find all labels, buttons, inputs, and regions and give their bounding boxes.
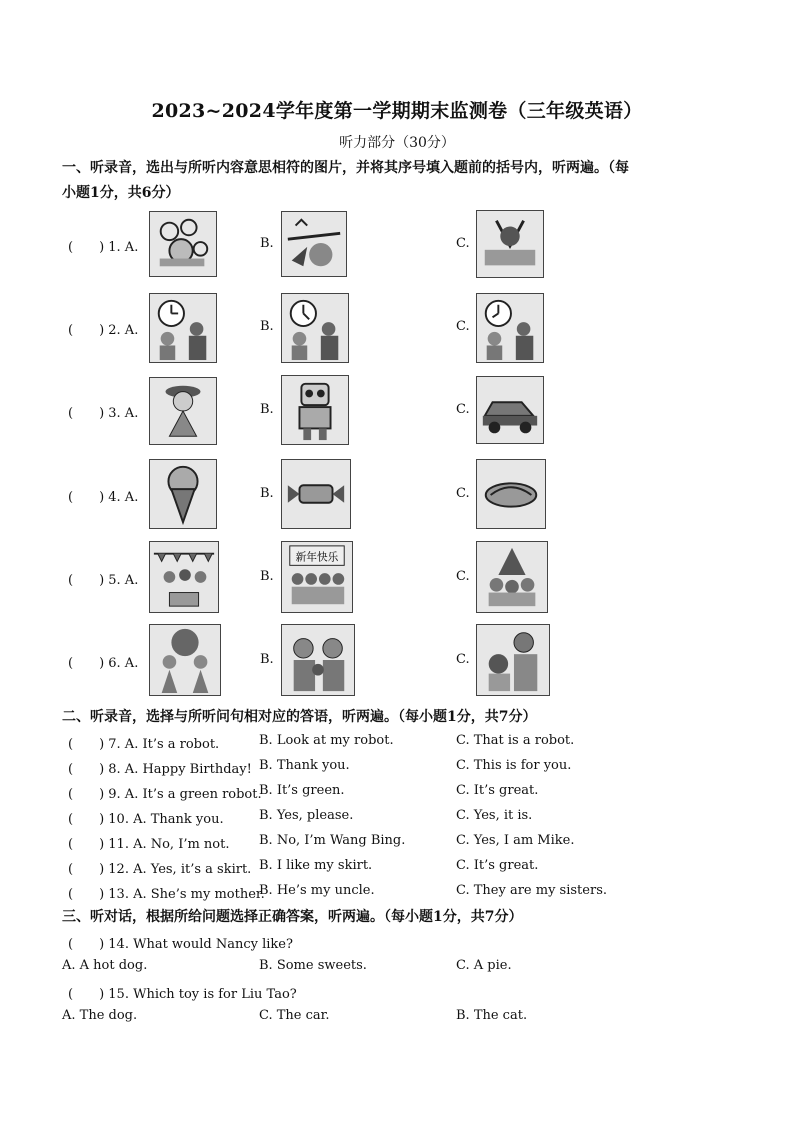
happy-new-year-sign-icon bbox=[476, 210, 544, 278]
clock-people-icon bbox=[281, 293, 349, 363]
question-1-label: ( ) 1. A. bbox=[68, 240, 139, 255]
toy-car-icon bbox=[476, 376, 544, 444]
question-4-option-c-label: C. bbox=[456, 486, 470, 501]
christmas-children-icon bbox=[476, 541, 548, 613]
toys-icon bbox=[149, 211, 217, 277]
new-year-banner-icon bbox=[281, 211, 347, 277]
question-14-stem: ( ) 14. What would Nancy like? bbox=[68, 937, 293, 952]
sweets-icon bbox=[281, 459, 351, 529]
new-year-sign-text: 新年快乐 bbox=[295, 550, 339, 564]
question-7-option-c: C. That is a robot. bbox=[456, 733, 575, 748]
page-subtitle: 听力部分（30分） bbox=[339, 135, 455, 151]
question-5-label: ( ) 5. A. bbox=[68, 573, 139, 588]
question-13-option-b: B. He’s my uncle. bbox=[259, 883, 375, 898]
robot-icon bbox=[281, 375, 349, 445]
question-8-option-a: ( ) 8. A. Happy Birthday! bbox=[68, 762, 252, 777]
new-year-children-icon bbox=[281, 541, 353, 613]
question-12-option-b: B. I like my skirt. bbox=[259, 858, 373, 873]
doll-icon bbox=[149, 377, 217, 445]
question-11-option-c: C. Yes, I am Mike. bbox=[456, 833, 575, 848]
ice-cream-icon bbox=[149, 459, 217, 529]
question-4-label: ( ) 4. A. bbox=[68, 490, 139, 505]
question-10-option-c: C. Yes, it is. bbox=[456, 808, 533, 823]
question-5-option-b-label: B. bbox=[260, 569, 274, 584]
question-2-label: ( ) 2. A. bbox=[68, 323, 139, 338]
page-title: 2023~2024学年度第一学期期末监测卷（三年级英语） bbox=[151, 100, 643, 122]
question-13-option-a: ( ) 13. A. She’s my mother. bbox=[68, 887, 265, 902]
question-15-option-a: A. The dog. bbox=[62, 1008, 138, 1023]
question-6-label: ( ) 6. A. bbox=[68, 656, 139, 671]
question-2-option-b-label: B. bbox=[260, 319, 274, 334]
party-icon bbox=[149, 541, 219, 613]
question-10-option-a: ( ) 10. A. Thank you. bbox=[68, 812, 224, 827]
question-3-option-c-label: C. bbox=[456, 402, 470, 417]
question-12-option-c: C. It’s great. bbox=[456, 858, 539, 873]
section1-heading-line2: 小题1分，共6分） bbox=[62, 185, 180, 201]
question-13-option-c: C. They are my sisters. bbox=[456, 883, 607, 898]
question-6-option-b-label: B. bbox=[260, 652, 274, 667]
woman-child-icon bbox=[476, 624, 550, 696]
question-9-option-c: C. It’s great. bbox=[456, 783, 539, 798]
pie-icon bbox=[476, 459, 546, 529]
two-boys-icon bbox=[281, 624, 355, 696]
section1-heading-line1: 一、听录音，选出与所听内容意思相符的图片，并将其序号填入题前的括号内，听两遍。（每 bbox=[62, 160, 629, 176]
question-15-stem: ( ) 15. Which toy is for Liu Tao? bbox=[68, 987, 297, 1002]
question-11-option-b: B. No, I’m Wang Bing. bbox=[259, 833, 406, 848]
question-3-label: ( ) 3. A. bbox=[68, 406, 139, 421]
question-4-option-b-label: B. bbox=[260, 486, 274, 501]
question-8-option-b: B. Thank you. bbox=[259, 758, 350, 773]
question-8-option-c: C. This is for you. bbox=[456, 758, 572, 773]
clock-people-icon bbox=[149, 293, 217, 363]
two-girls-icon bbox=[149, 624, 221, 696]
question-7-option-b: B. Look at my robot. bbox=[259, 733, 394, 748]
question-14-option-b: B. Some sweets. bbox=[259, 958, 367, 973]
section3-heading: 三、听对话，根据所给问题选择正确答案，听两遍。（每小题1分，共7分） bbox=[62, 909, 523, 925]
question-14-option-c: C. A pie. bbox=[456, 958, 512, 973]
question-2-option-c-label: C. bbox=[456, 319, 470, 334]
question-7-option-a: ( ) 7. A. It’s a robot. bbox=[68, 737, 220, 752]
question-14-option-a: A. A hot dog. bbox=[62, 958, 148, 973]
question-12-option-a: ( ) 12. A. Yes, it’s a skirt. bbox=[68, 862, 252, 877]
question-1-option-c-label: C. bbox=[456, 236, 470, 251]
question-1-option-b-label: B. bbox=[260, 236, 274, 251]
question-10-option-b: B. Yes, please. bbox=[259, 808, 354, 823]
question-6-option-c-label: C. bbox=[456, 652, 470, 667]
question-15-option-b: C. The car. bbox=[259, 1008, 330, 1023]
clock-people-icon bbox=[476, 293, 544, 363]
question-5-option-c-label: C. bbox=[456, 569, 470, 584]
section2-heading: 二、听录音，选择与所听问句相对应的答语，听两遍。（每小题1分，共7分） bbox=[62, 709, 537, 725]
question-11-option-a: ( ) 11. A. No, I’m not. bbox=[68, 837, 230, 852]
question-9-option-b: B. It’s green. bbox=[259, 783, 345, 798]
question-15-option-c: B. The cat. bbox=[456, 1008, 528, 1023]
question-3-option-b-label: B. bbox=[260, 402, 274, 417]
question-9-option-a: ( ) 9. A. It’s a green robot. bbox=[68, 787, 262, 802]
